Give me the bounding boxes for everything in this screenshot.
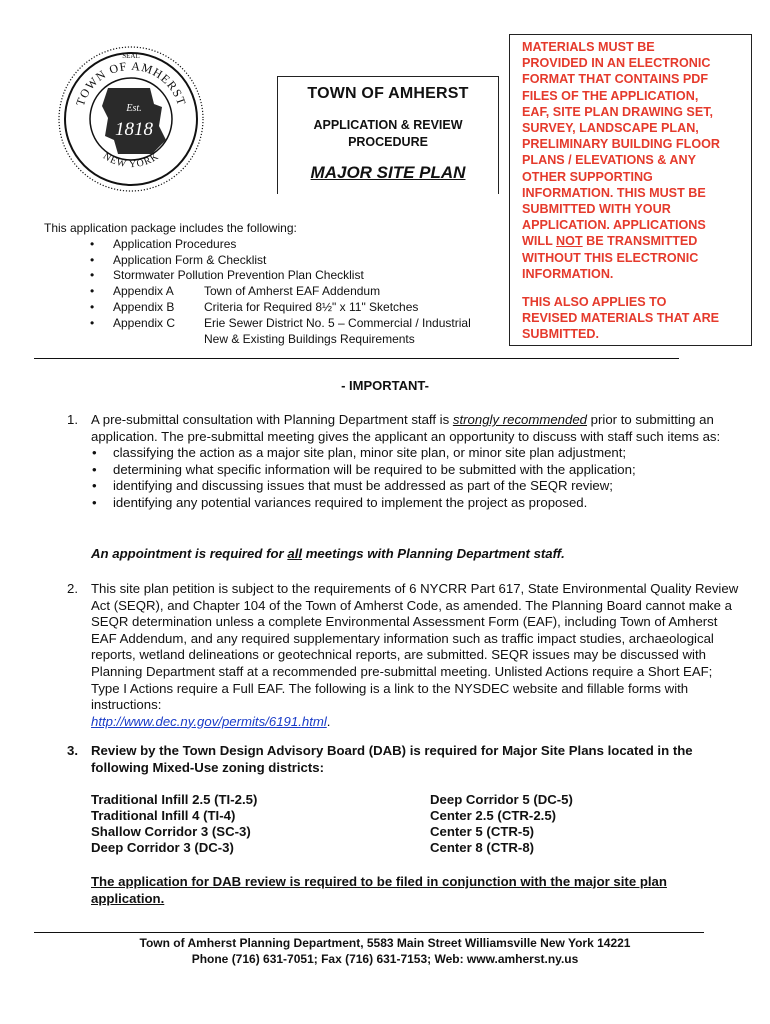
district-item: Traditional Infill 4 (TI-4) [91,808,236,823]
notice-will-pre: WILL [522,234,557,249]
district-item: Center 8 (CTR-8) [430,840,535,855]
bullet-icon: • [90,299,95,314]
bullet-icon: • [90,315,95,330]
item-1-text-pre: A pre-submittal consultation with Planning Department staff is [91,412,453,427]
notice-also-line: THIS ALSO APPLIES TO [522,295,667,310]
bullet-icon: • [92,445,97,461]
item-2-text: This site plan petition is subject to the requirements of 6 NYCRR Part 617, State Environmental Quality Review Act (SEQR), and Chapter 104 of the Town of Amherst Code, as amended. The Planning Board cannot make a SEQR determination unless a complete Environmental Assessment Form (EAF), including Town of Amherst EAF Addendum, and any required supplementary information such as traffic impact studies, archaeological reports, wetland delineations or geotechnical reports, are submitted. SEQR issues may be discussed with Planning Department staff at a recommended pre-submittal meeting. Unlisted Actions require a Short EAF; Type I Actions require a Full EAF. The following is a link to the NYSDEC website and fillable forms with instructions: [91,581,739,713]
footer-contact: Phone (716) 631-7051; Fax (716) 631-7153; Web: www.amherst.ny.us [191,952,579,966]
list-item [91,478,741,495]
package-item [44,316,504,348]
list-item [91,462,741,479]
package-item-text: Stormwater Pollution Prevention Plan Checklist [113,268,364,283]
districts-left [91,792,257,856]
item-2 [91,581,741,730]
list-item-text: classifying the action as a major site plan, minor site plan, or minor site plan adjustment; [113,445,627,461]
list-item-text: determining what specific information will be required to be submitted with the application; [113,461,636,477]
package-item-continuation: New & Existing Buildings Requirements [204,331,415,346]
district-item: Shallow Corridor 3 (SC-3) [91,824,251,839]
package-item [44,253,504,269]
bullet-icon: • [90,284,95,299]
title-block [277,76,499,194]
package-item-text: Erie Sewer District No. 5 – Commercial / Industrial [204,315,471,330]
seal-ring-top: TOWN OF AMHERST [73,58,189,108]
notice-lines [522,39,745,282]
package-item [44,268,504,284]
notice-also-line: SUBMITTED. [522,327,599,342]
item-1-bullets [91,445,741,511]
list-item [91,445,741,462]
footer-address: Town of Amherst Planning Department, 5583 Main Street Williamsville New York 14221 [139,936,631,950]
notice-will-post: BE TRANSMITTED [582,234,698,249]
seal-ring-bottom: NEW YORK [100,150,162,171]
district-item: Center 2.5 (CTR-2.5) [430,808,557,823]
notice-line: WITHOUT THIS ELECTRONIC [522,250,699,265]
appendix-code: Appendix C [113,315,176,330]
notice-not-emphasis: NOT [556,234,583,249]
package-item [44,300,504,316]
package-item-text: Town of Amherst EAF Addendum [204,284,381,299]
package-item [44,284,504,300]
notice-also-line: REVISED MATERIALS THAT ARE [522,311,720,326]
bullet-icon: • [90,252,95,267]
bullet-icon: • [92,494,97,510]
procedure-title [278,117,498,151]
package-item-text: Criteria for Required 8½" x 11" Sketches [204,299,419,314]
package-intro: This application package includes the following: [44,221,297,235]
notice-line: PLANS / ELEVATIONS & ANY [522,153,696,168]
item-1-text-post: prior to submitting an application. The pre-submittal meeting gives the applicant an opportunity to discuss with staff such items as: [91,412,721,444]
footer [0,935,770,967]
appendix-code: Appendix A [113,284,174,299]
package-list [44,237,504,348]
notice-line: SURVEY, LANDSCAPE PLAN, [522,121,699,136]
district-item: Center 5 (CTR-5) [430,824,535,839]
district-item: Traditional Infill 2.5 (TI-2.5) [91,792,258,807]
list-item-text: identifying and discussing issues that must be addressed as part of the SEQR review; [113,478,613,494]
bullet-icon: • [90,236,95,251]
item-number: 3. [67,743,78,758]
item-number: 2. [67,581,78,596]
notice-line: FILES OF THE APPLICATION, [522,88,699,103]
notice-line: SUBMITTED WITH YOUR [522,202,671,217]
bullet-icon: • [92,478,97,494]
notice-line: PRELIMINARY BUILDING FLOOR [522,137,721,152]
notice-line: OTHER SUPPORTING [522,169,653,184]
procedure-line-2: PROCEDURE [348,135,428,149]
town-seal [56,44,206,194]
seal-year: 1818 [115,119,153,140]
appointment-post: meetings with Planning Department staff. [302,546,565,561]
seal-top-text: SEAL [122,52,140,60]
notice-line: FORMAT THAT CONTAINS PDF [522,72,709,87]
appointment-note [91,546,565,561]
item-1 [91,412,741,512]
appointment-pre: An appointment is required for [91,546,288,561]
district-item: Deep Corridor 3 (DC-3) [91,840,234,855]
notice-line: MATERIALS MUST BE [522,40,655,54]
link-suffix: . [326,713,331,729]
appointment-all: all [287,546,303,561]
bullet-icon: • [92,461,97,477]
dab-note: The application for DAB review is required to be filed in conjunction with the major site plan application. [91,874,667,906]
footer-divider [34,932,704,933]
notice-line: PROVIDED IN AN ELECTRONIC [522,56,711,71]
package-contents [44,221,504,347]
list-item [91,495,741,512]
notice-line: INFORMATION. THIS MUST BE [522,185,706,200]
seal-est: Est. [126,103,142,114]
notice-line: INFORMATION. [522,266,614,281]
notice-line: EAF, SITE PLAN DRAWING SET, [522,104,714,119]
notice-line: APPLICATION. APPLICATIONS [522,218,706,233]
package-item-text: Application Form & Checklist [113,252,267,267]
bullet-icon: • [90,268,95,283]
package-item [44,237,504,253]
item-3-text: Review by the Town Design Advisory Board (DAB) is required for Major Site Plans located in the following Mixed-Use zoning districts: [91,743,693,775]
nysdec-link[interactable]: http://www.dec.ny.gov/permits/6191.html [91,713,327,729]
notice-also-applies [522,294,745,343]
item-1-text [91,412,741,445]
town-title: TOWN OF AMHERST [307,85,469,102]
appendix-code: Appendix B [113,299,175,314]
list-item-text: identifying any potential variances required to implement the project as proposed. [113,494,588,510]
district-item: Deep Corridor 5 (DC-5) [430,792,573,807]
divider [34,358,679,359]
electronic-format-notice [509,34,752,346]
item-number: 1. [67,412,78,427]
plan-type-title: MAJOR SITE PLAN [310,163,466,182]
strongly-recommended: strongly recommended [452,412,588,427]
important-heading: - IMPORTANT- [341,378,429,393]
procedure-line-1: APPLICATION & REVIEW [313,118,463,132]
package-item-text: Application Procedures [113,236,237,251]
districts-right [430,792,573,856]
